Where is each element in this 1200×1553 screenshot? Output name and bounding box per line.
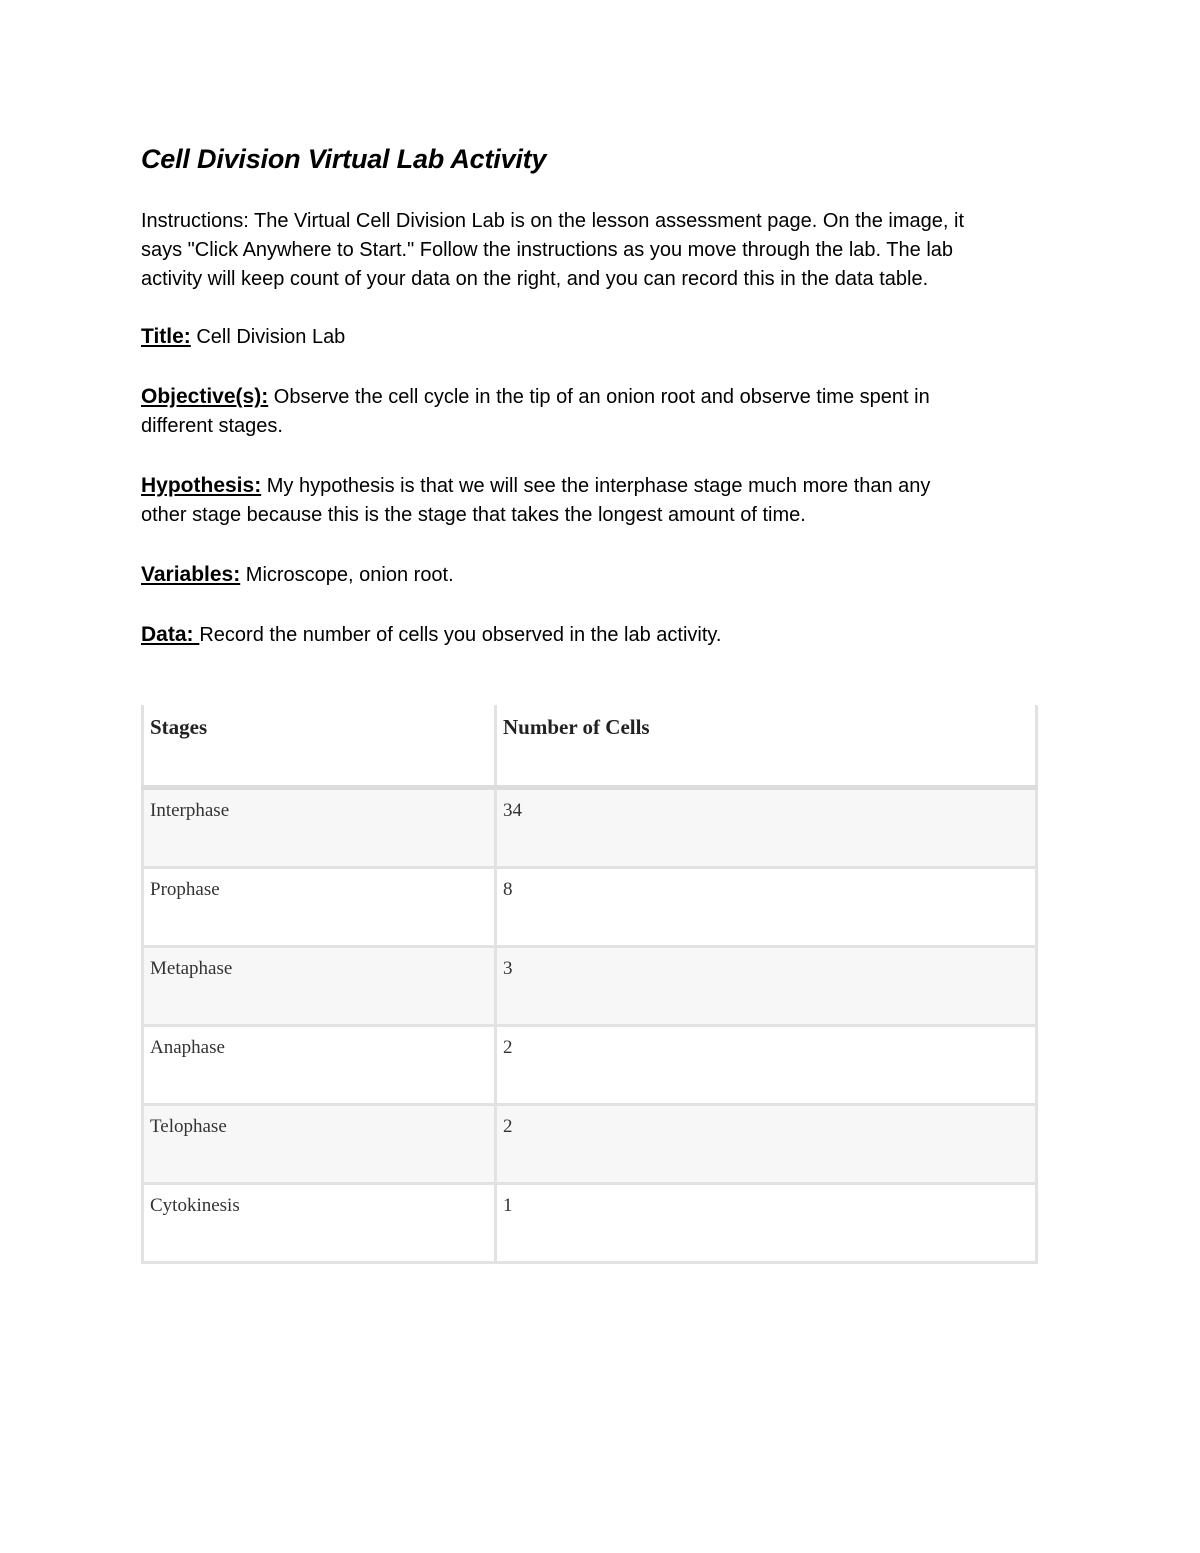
header-stages: Stages	[143, 705, 496, 788]
count-cell: 8	[496, 868, 1037, 947]
hypothesis-field-label: Hypothesis:	[141, 474, 262, 497]
header-number-of-cells: Number of Cells	[496, 705, 1037, 788]
objective-field-value: Observe the cell cycle in the tip of an onion root and observe time spent in different stages.	[141, 386, 930, 437]
data-field	[141, 620, 971, 650]
document-page	[141, 140, 1041, 650]
hypothesis-field-value: My hypothesis is that we will see the interphase stage much more than any other stage because this is the stage that takes the longest amount of time.	[141, 475, 931, 526]
title-field-value: Cell Division Lab	[190, 326, 346, 348]
stage-cell: Anaphase	[143, 1026, 496, 1105]
stage-cell: Cytokinesis	[143, 1184, 496, 1263]
variables-field-value: Microscope, onion root.	[240, 564, 454, 586]
count-cell: 34	[496, 788, 1037, 868]
title-field	[141, 322, 971, 352]
hypothesis-field	[141, 471, 971, 530]
instructions-paragraph: Instructions: The Virtual Cell Division Lab is on the lesson assessment page. On the image, it says "Click Anywhere to Start." Follow the instructions as you move through the lab. The lab activity will keep count of your data on the right, and you can record this in the data table.	[141, 210, 965, 290]
table-row	[143, 947, 1037, 1026]
cell-count-table	[141, 705, 1038, 1264]
count-cell: 3	[496, 947, 1037, 1026]
data-field-label: Data:	[141, 623, 200, 646]
variables-field-label: Variables:	[141, 563, 241, 586]
table-row	[143, 1184, 1037, 1263]
table-row	[143, 1026, 1037, 1105]
variables-field	[141, 560, 971, 590]
objective-field-label: Objective(s):	[141, 385, 269, 408]
stage-cell: Interphase	[143, 788, 496, 868]
count-cell: 2	[496, 1105, 1037, 1184]
table-row	[143, 1105, 1037, 1184]
stage-cell: Metaphase	[143, 947, 496, 1026]
table-row	[143, 868, 1037, 947]
objective-field	[141, 382, 971, 441]
table-header-row	[143, 705, 1037, 788]
document-title: Cell Division Virtual Lab Activity	[141, 144, 547, 174]
count-cell: 1	[496, 1184, 1037, 1263]
count-cell: 2	[496, 1026, 1037, 1105]
stage-cell: Prophase	[143, 868, 496, 947]
stage-cell: Telophase	[143, 1105, 496, 1184]
table-row	[143, 788, 1037, 868]
data-field-value: Record the number of cells you observed in the lab activity.	[199, 624, 722, 646]
title-field-label: Title:	[141, 325, 191, 348]
